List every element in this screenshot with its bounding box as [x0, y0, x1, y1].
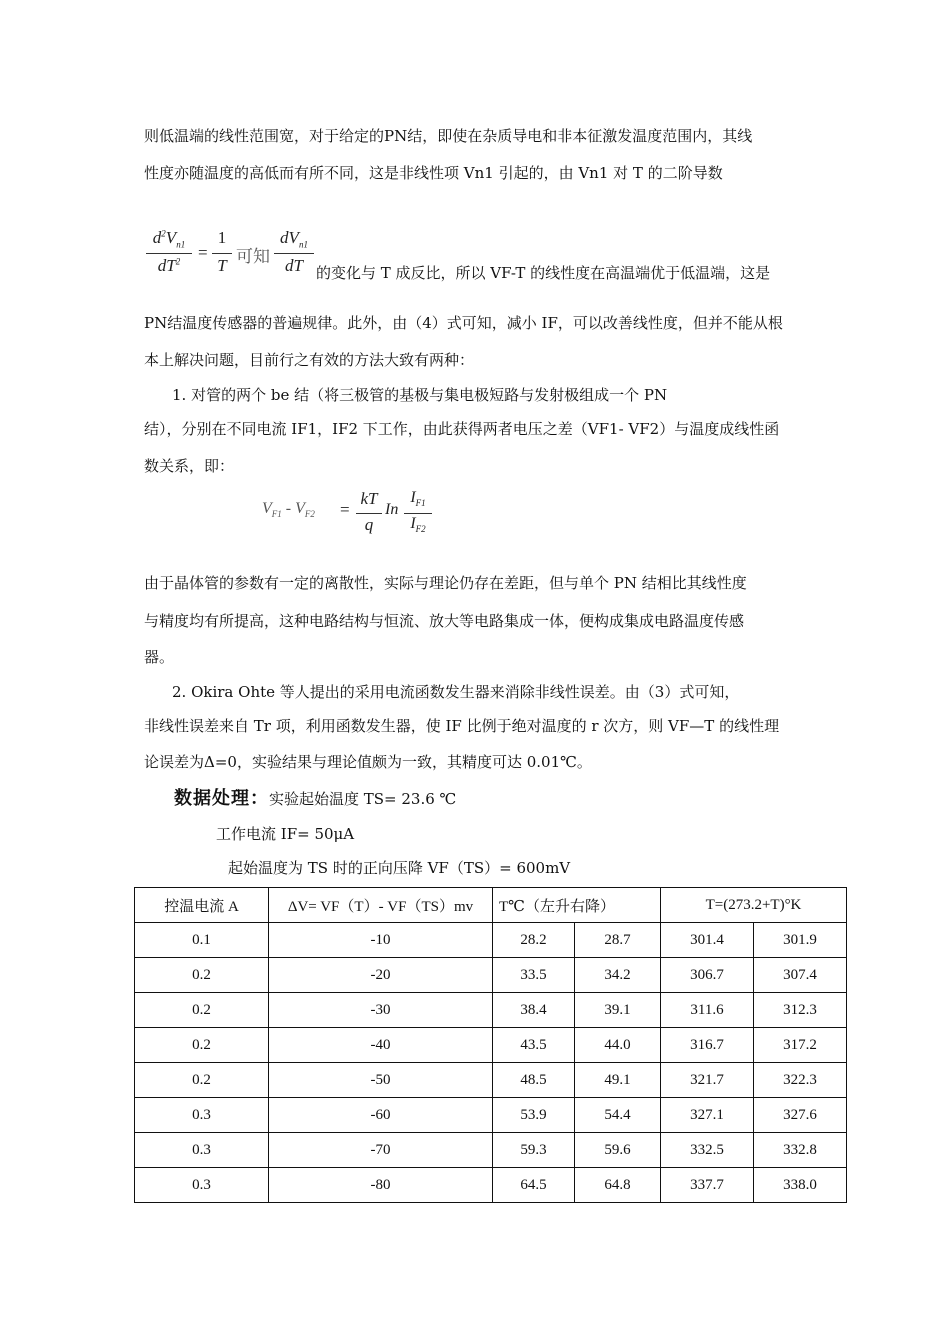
- table-cell: 301.4: [661, 923, 754, 958]
- table-cell: 39.1: [575, 993, 661, 1028]
- table-row: [135, 923, 847, 958]
- table-cell: -80: [269, 1168, 493, 1203]
- formula-numerator: kT: [360, 489, 378, 508]
- table-cell: -30: [269, 993, 493, 1028]
- table-cell: 311.6: [661, 993, 754, 1028]
- fraction-bar: [212, 253, 232, 254]
- table-cell: 306.7: [661, 958, 754, 993]
- formula-denominator: $dT^2$: [157, 256, 181, 275]
- table-cell: 317.2: [754, 1028, 847, 1063]
- table-cell: 33.5: [493, 958, 575, 993]
- table-cell: 43.5: [493, 1028, 575, 1063]
- formula-numerator: $dV_{n1}$: [280, 228, 308, 250]
- formula-term: In: [385, 501, 399, 518]
- text-line: 数关系，即：: [144, 457, 235, 475]
- table-cell: 0.2: [135, 1028, 269, 1063]
- table-cell: 337.7: [661, 1168, 754, 1203]
- fraction-bar: [146, 253, 192, 254]
- formula-denominator: $I_{F2}$: [410, 515, 426, 535]
- table-cell: 0.3: [135, 1168, 269, 1203]
- text-line: 则低温端的线性范围宽，对于给定的PN结，即使在杂质导电和非本征激发温度范围内，其线: [144, 127, 753, 145]
- text-line: 本上解决问题，目前行之有效的方法大致有两种：: [144, 351, 475, 369]
- fraction-bar: [274, 253, 314, 254]
- table-cell: 322.3: [754, 1063, 847, 1098]
- formula-denominator: dT: [285, 256, 303, 275]
- table-cell: 64.5: [493, 1168, 575, 1203]
- formula-numerator: $d^2V_{n1}$: [152, 228, 186, 250]
- table-header-row: [135, 888, 847, 923]
- table-cell: 338.0: [754, 1168, 847, 1203]
- table-row: [135, 1063, 847, 1098]
- table-cell: 316.7: [661, 1028, 754, 1063]
- table-cell: 54.4: [575, 1098, 661, 1133]
- table-cell: 59.6: [575, 1133, 661, 1168]
- start-voltage: 起始温度为 TS 时的正向压降 VF（TS）= 600mV: [228, 859, 571, 877]
- table-cell: -10: [269, 923, 493, 958]
- start-temperature: 实验起始温度 TS= 23.6 ℃: [269, 790, 457, 808]
- table-cell: 312.3: [754, 993, 847, 1028]
- table-cell: -70: [269, 1133, 493, 1168]
- header-cell: ΔV= VF（T）- VF（TS）mv: [269, 888, 493, 923]
- table-row: [135, 993, 847, 1028]
- formula-numerator: $I_{F1}$: [410, 489, 426, 509]
- formula-text: 可知: [236, 247, 270, 267]
- table-cell: 327.1: [661, 1098, 754, 1133]
- table-cell: 34.2: [575, 958, 661, 993]
- table-cell: 0.2: [135, 993, 269, 1028]
- table-cell: 327.6: [754, 1098, 847, 1133]
- equals-sign: =: [340, 500, 350, 519]
- table-cell: -60: [269, 1098, 493, 1133]
- table-cell: -20: [269, 958, 493, 993]
- table-cell: 0.2: [135, 1063, 269, 1098]
- table-cell: 0.2: [135, 958, 269, 993]
- table-body: [135, 888, 847, 1203]
- fraction-bar: [356, 513, 382, 514]
- table-cell: 28.7: [575, 923, 661, 958]
- text-line: 非线性误差来自 Tr 项，利用函数发生器，使 IF 比例于绝对温度的 r 次方，则 VF—T 的线性理: [144, 717, 780, 735]
- text-line: 性度亦随温度的高低而有所不同，这是非线性项 Vn1 引起的，由 Vn1 对 T 的二阶导数: [144, 164, 723, 182]
- section-title: 数据处理：: [174, 788, 269, 809]
- table-cell: 301.9: [754, 923, 847, 958]
- table-cell: 332.8: [754, 1133, 847, 1168]
- data-processing-heading: [174, 788, 456, 810]
- formula-denominator: T: [217, 256, 227, 275]
- table-row: [135, 1133, 847, 1168]
- data-table: [134, 887, 847, 1203]
- text-line: 结），分别在不同电流 IF1，IF2 下工作，由此获得两者电压之差（VF1- VF2）与温度成线性函: [144, 420, 780, 438]
- text-line: 与精度均有所提高，这种电路结构与恒流、放大等电路集成一体，便构成集成电路温度传感: [144, 612, 745, 630]
- table-cell: 28.2: [493, 923, 575, 958]
- formula-numerator: 1: [217, 228, 227, 247]
- table-cell: 0.3: [135, 1098, 269, 1133]
- table-cell: 64.8: [575, 1168, 661, 1203]
- header-cell: 控温电流 A: [135, 888, 269, 923]
- table-cell: 49.1: [575, 1063, 661, 1098]
- equals-sign: =: [198, 243, 208, 262]
- header-cell: T=(273.2+T)°K: [661, 888, 847, 923]
- text-line: 由于晶体管的参数有一定的离散性，实际与理论仍存在差距，但与单个 PN 结相比其线性度: [144, 574, 747, 592]
- table-row: [135, 1098, 847, 1133]
- table-cell: 38.4: [493, 993, 575, 1028]
- table-row: [135, 958, 847, 993]
- text-line: 器。: [144, 648, 175, 666]
- fraction-bar: [404, 513, 432, 514]
- table-row: [135, 1168, 847, 1203]
- table-cell: 48.5: [493, 1063, 575, 1098]
- text-line: 1. 对管的两个 be 结（将三极管的基极与集电极短路与发射极组成一个 PN: [172, 386, 668, 404]
- table-row: [135, 1028, 847, 1063]
- table-cell: 307.4: [754, 958, 847, 993]
- table-cell: -40: [269, 1028, 493, 1063]
- formula-denominator: q: [364, 515, 374, 534]
- table-cell: 44.0: [575, 1028, 661, 1063]
- text-line: 的变化与 T 成反比，所以 VF-T 的线性度在高温端优于低温端，这是: [316, 264, 771, 282]
- formula-term: $V_{F1} - V_{F2}$: [262, 500, 315, 520]
- table-cell: 332.5: [661, 1133, 754, 1168]
- text-line: 2. Okira Ohte 等人提出的采用电流函数发生器来消除非线性误差。由（3）式可知，: [172, 683, 740, 701]
- table-cell: 53.9: [493, 1098, 575, 1133]
- table-cell: 59.3: [493, 1133, 575, 1168]
- header-cell: T℃（左升右降）: [493, 888, 661, 923]
- table-cell: -50: [269, 1063, 493, 1098]
- table-cell: 0.3: [135, 1133, 269, 1168]
- table-cell: 321.7: [661, 1063, 754, 1098]
- text-line: PN结温度传感器的普遍规律。此外，由（4）式可知，减小 IF，可以改善线性度，但并不能从根: [144, 314, 783, 332]
- text-line: 论误差为Δ=0，实验结果与理论值颇为一致，其精度可达 0.01℃。: [144, 753, 592, 771]
- working-current: 工作电流 IF= 50μA: [216, 825, 355, 843]
- table-cell: 0.1: [135, 923, 269, 958]
